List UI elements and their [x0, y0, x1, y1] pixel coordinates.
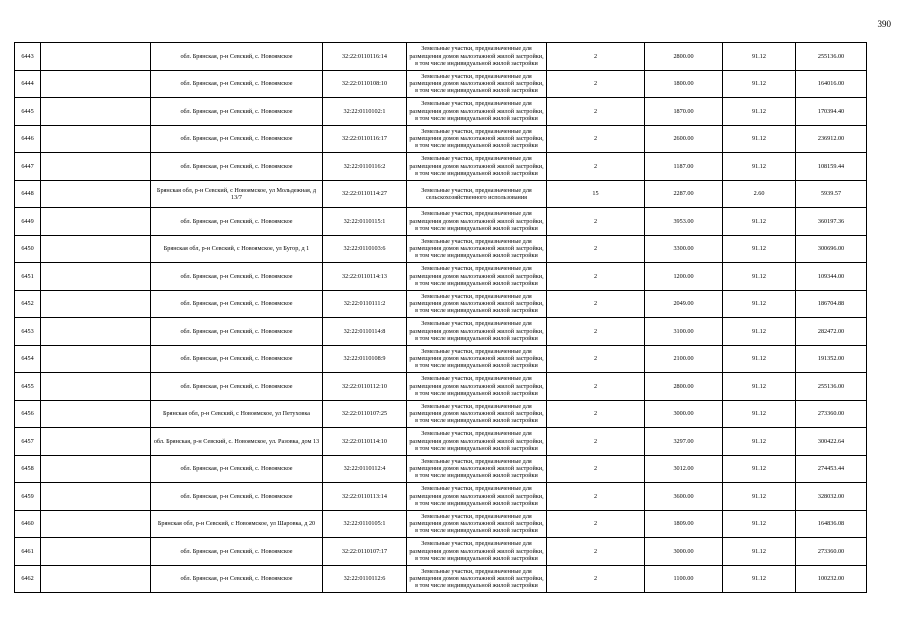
land-use-purpose-cell: Земельные участки, предназначенные для размещения домов малоэтажной жилой застройки, в том числе индивидуальной жилой застройки: [407, 70, 547, 98]
land-use-purpose-cell: Земельные участки, предназначенные для размещения домов малоэтажной жилой застройки, в том числе индивидуальной жилой застройки: [407, 510, 547, 538]
empty-cell: [41, 483, 151, 511]
address-cell: обл. Брянская, р-н Севский, с. Новоямское: [151, 98, 323, 126]
table-row: [15, 565, 867, 593]
table-row: [15, 208, 867, 236]
cadastral-number-cell: 32:22:0110116:14: [323, 43, 407, 71]
group-number-cell: 2: [547, 455, 645, 483]
row-number-cell: 6453: [15, 318, 41, 346]
cadastral-value-cell: 236912.00: [796, 125, 867, 153]
empty-cell: [41, 345, 151, 373]
area-cell: 2287.00: [645, 180, 723, 208]
row-number-cell: 6454: [15, 345, 41, 373]
address-cell: обл. Брянская, р-н Севский, с. Новоямское: [151, 43, 323, 71]
land-use-purpose-cell: Земельные участки, предназначенные для размещения домов малоэтажной жилой застройки, в том числе индивидуальной жилой застройки: [407, 290, 547, 318]
empty-cell: [41, 235, 151, 263]
table-row: [15, 538, 867, 566]
group-number-cell: 2: [547, 43, 645, 71]
group-number-cell: 2: [547, 400, 645, 428]
address-cell: Брянская обл, р-н Севский, с Новоямское, ул Мольдежная, д 13/7: [151, 180, 323, 208]
address-cell: обл. Брянская, р-н Севский, с. Новоямское: [151, 345, 323, 373]
cadastral-number-cell: 32:22:0110108:9: [323, 345, 407, 373]
address-cell: обл. Брянская, р-н Севский, с. Новоямское: [151, 318, 323, 346]
row-number-cell: 6449: [15, 208, 41, 236]
cadastral-value-cell: 108159.44: [796, 153, 867, 181]
address-cell: обл. Брянская, р-н Севский, с. Новоямское: [151, 538, 323, 566]
land-use-purpose-cell: Земельные участки, предназначенные для размещения домов малоэтажной жилой застройки, в том числе индивидуальной жилой застройки: [407, 43, 547, 71]
specific-value-cell: 91.12: [723, 263, 796, 291]
cadastral-number-cell: 32:22:0110102:1: [323, 98, 407, 126]
address-cell: обл. Брянская, р-н Севский, с. Новоямское: [151, 565, 323, 593]
row-number-cell: 6445: [15, 98, 41, 126]
area-cell: 3100.00: [645, 318, 723, 346]
group-number-cell: 2: [547, 98, 645, 126]
area-cell: 3000.00: [645, 538, 723, 566]
cadastral-number-cell: 32:22:0110108:10: [323, 70, 407, 98]
specific-value-cell: 91.12: [723, 208, 796, 236]
empty-cell: [41, 125, 151, 153]
empty-cell: [41, 98, 151, 126]
specific-value-cell: 91.12: [723, 373, 796, 401]
cadastral-value-cell: 273360.00: [796, 538, 867, 566]
cadastral-value-cell: 255136.00: [796, 373, 867, 401]
group-number-cell: 2: [547, 263, 645, 291]
address-cell: обл. Брянская, р-н Севский, с. Новоямское: [151, 125, 323, 153]
land-use-purpose-cell: Земельные участки, предназначенные для размещения домов малоэтажной жилой застройки, в том числе индивидуальной жилой застройки: [407, 373, 547, 401]
row-number-cell: 6461: [15, 538, 41, 566]
area-cell: 1870.00: [645, 98, 723, 126]
row-number-cell: 6462: [15, 565, 41, 593]
specific-value-cell: 91.12: [723, 510, 796, 538]
cadastral-value-cell: 5939.57: [796, 180, 867, 208]
land-use-purpose-cell: Земельные участки, предназначенные для размещения домов малоэтажной жилой застройки, в том числе индивидуальной жилой застройки: [407, 345, 547, 373]
specific-value-cell: 91.12: [723, 400, 796, 428]
row-number-cell: 6447: [15, 153, 41, 181]
specific-value-cell: 91.12: [723, 483, 796, 511]
group-number-cell: 2: [547, 153, 645, 181]
land-use-purpose-cell: Земельные участки, предназначенные для размещения домов малоэтажной жилой застройки, в том числе индивидуальной жилой застройки: [407, 483, 547, 511]
area-cell: 1200.00: [645, 263, 723, 291]
land-use-purpose-cell: Земельные участки, предназначенные для размещения домов малоэтажной жилой застройки, в том числе индивидуальной жилой застройки: [407, 428, 547, 456]
address-cell: обл. Брянская, р-н Севский, с. Новоямское: [151, 208, 323, 236]
address-cell: обл. Брянская, р-н Севский, с. Новоямское: [151, 263, 323, 291]
land-use-purpose-cell: Земельные участки, предназначенные для размещения домов малоэтажной жилой застройки, в том числе индивидуальной жилой застройки: [407, 565, 547, 593]
cadastral-value-cell: 282472.00: [796, 318, 867, 346]
land-use-purpose-cell: Земельные участки, предназначенные для размещения домов малоэтажной жилой застройки, в том числе индивидуальной жилой застройки: [407, 318, 547, 346]
empty-cell: [41, 70, 151, 98]
table-row: [15, 180, 867, 208]
area-cell: 3300.00: [645, 235, 723, 263]
area-cell: 1187.00: [645, 153, 723, 181]
cadastral-number-cell: 32:22:0110114:13: [323, 263, 407, 291]
row-number-cell: 6452: [15, 290, 41, 318]
cadastral-number-cell: 32:22:0110112:6: [323, 565, 407, 593]
table-row: [15, 510, 867, 538]
specific-value-cell: 91.12: [723, 428, 796, 456]
empty-cell: [41, 180, 151, 208]
cadastral-number-cell: 32:22:0110112:10: [323, 373, 407, 401]
specific-value-cell: 91.12: [723, 153, 796, 181]
cadastral-number-cell: 32:22:0110103:6: [323, 235, 407, 263]
cadastral-value-cell: 273360.00: [796, 400, 867, 428]
cadastral-value-cell: 100232.00: [796, 565, 867, 593]
area-cell: 2800.00: [645, 43, 723, 71]
empty-cell: [41, 43, 151, 71]
empty-cell: [41, 510, 151, 538]
cadastral-number-cell: 32:22:0110113:14: [323, 483, 407, 511]
group-number-cell: 2: [547, 483, 645, 511]
cadastral-value-cell: 170394.40: [796, 98, 867, 126]
area-cell: 3297.00: [645, 428, 723, 456]
table-row: [15, 43, 867, 71]
cadastral-value-cell: 300696.00: [796, 235, 867, 263]
empty-cell: [41, 208, 151, 236]
cadastral-value-cell: 164836.08: [796, 510, 867, 538]
group-number-cell: 2: [547, 428, 645, 456]
address-cell: обл. Брянская, р-н Севский, с. Новоямское: [151, 70, 323, 98]
address-cell: обл. Брянская, р-н Севский, с. Новоямское: [151, 455, 323, 483]
empty-cell: [41, 263, 151, 291]
cadastral-number-cell: 32:22:0110107:17: [323, 538, 407, 566]
group-number-cell: 2: [547, 318, 645, 346]
row-number-cell: 6458: [15, 455, 41, 483]
empty-cell: [41, 290, 151, 318]
group-number-cell: 2: [547, 510, 645, 538]
group-number-cell: 2: [547, 208, 645, 236]
address-cell: Брянская обл, р-н Севский, с Новоямское, ул Шаровка, д 20: [151, 510, 323, 538]
cadastral-value-cell: 300422.64: [796, 428, 867, 456]
area-cell: 1800.00: [645, 70, 723, 98]
land-use-purpose-cell: Земельные участки, предназначенные для размещения домов малоэтажной жилой застройки, в том числе индивидуальной жилой застройки: [407, 98, 547, 126]
group-number-cell: 2: [547, 70, 645, 98]
specific-value-cell: 91.12: [723, 565, 796, 593]
cadastral-number-cell: 32:22:0110114:8: [323, 318, 407, 346]
table-row: [15, 235, 867, 263]
group-number-cell: 15: [547, 180, 645, 208]
cadastral-number-cell: 32:22:0110111:2: [323, 290, 407, 318]
area-cell: 3012.00: [645, 455, 723, 483]
area-cell: 3000.00: [645, 400, 723, 428]
specific-value-cell: 2.60: [723, 180, 796, 208]
specific-value-cell: 91.12: [723, 43, 796, 71]
cadastral-number-cell: 32:22:0110116:2: [323, 153, 407, 181]
area-cell: 2800.00: [645, 373, 723, 401]
cadastral-value-cell: 164016.00: [796, 70, 867, 98]
cadastral-value-cell: 191352.00: [796, 345, 867, 373]
group-number-cell: 2: [547, 290, 645, 318]
cadastral-number-cell: 32:22:0110114:27: [323, 180, 407, 208]
land-use-purpose-cell: Земельные участки, предназначенные для размещения домов малоэтажной жилой застройки, в том числе индивидуальной жилой застройки: [407, 538, 547, 566]
cadastral-number-cell: 32:22:0110115:1: [323, 208, 407, 236]
empty-cell: [41, 565, 151, 593]
row-number-cell: 6457: [15, 428, 41, 456]
land-use-purpose-cell: Земельные участки, предназначенные для размещения домов малоэтажной жилой застройки, в том числе индивидуальной жилой застройки: [407, 208, 547, 236]
specific-value-cell: 91.12: [723, 290, 796, 318]
cadastral-number-cell: 32:22:0110116:17: [323, 125, 407, 153]
row-number-cell: 6444: [15, 70, 41, 98]
address-cell: обл. Брянская, р-н Севский, с. Новоямское, ул. Разовка, дом 13: [151, 428, 323, 456]
table-row: [15, 345, 867, 373]
area-cell: 2100.00: [645, 345, 723, 373]
cadastral-number-cell: 32:22:0110112:4: [323, 455, 407, 483]
table-row: [15, 373, 867, 401]
row-number-cell: 6448: [15, 180, 41, 208]
group-number-cell: 2: [547, 373, 645, 401]
table-row: [15, 153, 867, 181]
table-row: [15, 70, 867, 98]
empty-cell: [41, 428, 151, 456]
table-body: [15, 43, 867, 593]
land-use-purpose-cell: Земельные участки, предназначенные для размещения домов малоэтажной жилой застройки, в том числе индивидуальной жилой застройки: [407, 263, 547, 291]
address-cell: обл. Брянская, р-н Севский, с. Новоямское: [151, 373, 323, 401]
row-number-cell: 6455: [15, 373, 41, 401]
cadastral-number-cell: 32:22:0110107:25: [323, 400, 407, 428]
row-number-cell: 6443: [15, 43, 41, 71]
table-row: [15, 263, 867, 291]
group-number-cell: 2: [547, 345, 645, 373]
specific-value-cell: 91.12: [723, 70, 796, 98]
row-number-cell: 6456: [15, 400, 41, 428]
cadastral-value-cell: 360197.36: [796, 208, 867, 236]
group-number-cell: 2: [547, 125, 645, 153]
area-cell: 2600.00: [645, 125, 723, 153]
land-use-purpose-cell: Земельные участки, предназначенные для размещения домов малоэтажной жилой застройки, в том числе индивидуальной жилой застройки: [407, 235, 547, 263]
area-cell: 3600.00: [645, 483, 723, 511]
specific-value-cell: 91.12: [723, 318, 796, 346]
specific-value-cell: 91.12: [723, 455, 796, 483]
group-number-cell: 2: [547, 235, 645, 263]
table-row: [15, 98, 867, 126]
table-row: [15, 125, 867, 153]
table-row: [15, 455, 867, 483]
address-cell: Брянская обл, р-н Севский, с Новоямское, ул Петуховка: [151, 400, 323, 428]
row-number-cell: 6446: [15, 125, 41, 153]
area-cell: 1100.00: [645, 565, 723, 593]
cadastral-value-cell: 255136.00: [796, 43, 867, 71]
address-cell: Брянская обл, р-н Севский, с Новоямское, ул Бугор, д 1: [151, 235, 323, 263]
land-use-purpose-cell: Земельные участки, предназначенные для размещения домов малоэтажной жилой застройки, в том числе индивидуальной жилой застройки: [407, 125, 547, 153]
specific-value-cell: 91.12: [723, 345, 796, 373]
empty-cell: [41, 373, 151, 401]
cadastral-value-cell: 109344.00: [796, 263, 867, 291]
table-row: [15, 483, 867, 511]
table-row: [15, 400, 867, 428]
empty-cell: [41, 538, 151, 566]
page-number: 390: [877, 19, 891, 29]
address-cell: обл. Брянская, р-н Севский, с. Новоямское: [151, 153, 323, 181]
group-number-cell: 2: [547, 565, 645, 593]
specific-value-cell: 91.12: [723, 538, 796, 566]
cadastral-value-cell: 186704.88: [796, 290, 867, 318]
cadastral-number-cell: 32:22:0110114:10: [323, 428, 407, 456]
area-cell: 1809.00: [645, 510, 723, 538]
cadastral-value-cell: 274453.44: [796, 455, 867, 483]
cadastral-value-cell: 328032.00: [796, 483, 867, 511]
cadastral-number-cell: 32:22:0110105:1: [323, 510, 407, 538]
empty-cell: [41, 153, 151, 181]
land-use-purpose-cell: Земельные участки, предназначенные для размещения домов малоэтажной жилой застройки, в том числе индивидуальной жилой застройки: [407, 153, 547, 181]
specific-value-cell: 91.12: [723, 98, 796, 126]
land-use-purpose-cell: Земельные участки, предназначенные для сельскохозяйственного использования: [407, 180, 547, 208]
group-number-cell: 2: [547, 538, 645, 566]
table-row: [15, 428, 867, 456]
row-number-cell: 6450: [15, 235, 41, 263]
land-registry-table: [14, 42, 867, 593]
address-cell: обл. Брянская, р-н Севский, с. Новоямское: [151, 290, 323, 318]
row-number-cell: 6459: [15, 483, 41, 511]
area-cell: 2049.00: [645, 290, 723, 318]
row-number-cell: 6460: [15, 510, 41, 538]
empty-cell: [41, 455, 151, 483]
empty-cell: [41, 318, 151, 346]
specific-value-cell: 91.12: [723, 235, 796, 263]
specific-value-cell: 91.12: [723, 125, 796, 153]
land-use-purpose-cell: Земельные участки, предназначенные для размещения домов малоэтажной жилой застройки, в том числе индивидуальной жилой застройки: [407, 455, 547, 483]
table-row: [15, 318, 867, 346]
row-number-cell: 6451: [15, 263, 41, 291]
table-row: [15, 290, 867, 318]
land-use-purpose-cell: Земельные участки, предназначенные для размещения домов малоэтажной жилой застройки, в том числе индивидуальной жилой застройки: [407, 400, 547, 428]
empty-cell: [41, 400, 151, 428]
area-cell: 3953.00: [645, 208, 723, 236]
address-cell: обл. Брянская, р-н Севский, с. Новоямское: [151, 483, 323, 511]
